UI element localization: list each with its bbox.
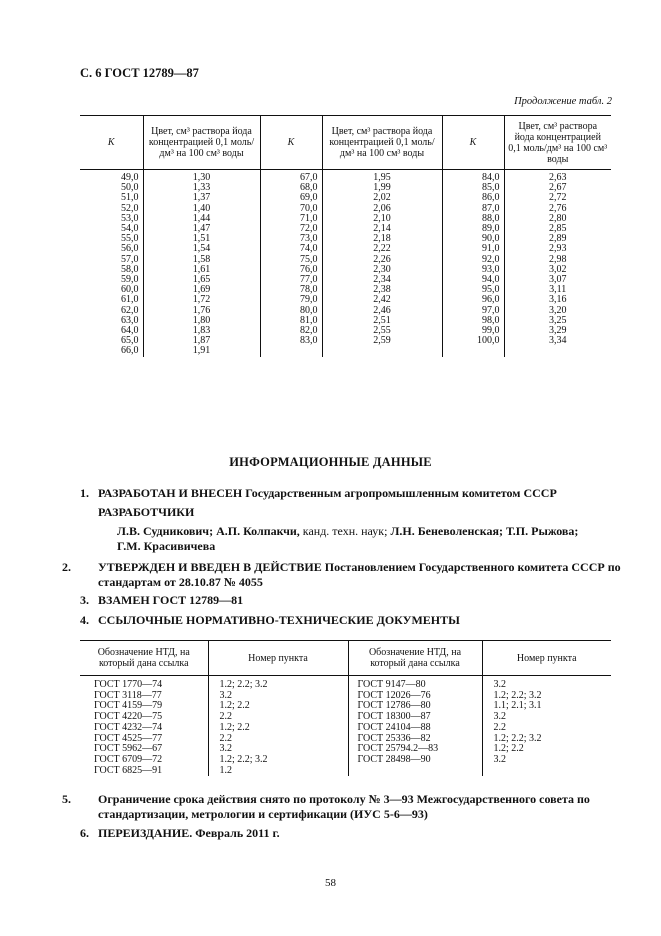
color-value-cell: 1,72 [143, 295, 260, 305]
k-value-cell: 75,0 [260, 255, 322, 265]
color-value-cell: 1,80 [143, 316, 260, 326]
color-value-cell: 2,72 [504, 193, 611, 203]
color-value-cell: 2,93 [504, 244, 611, 254]
color-value-cell: 2,22 [322, 244, 442, 254]
color-value-cell: 2,42 [322, 295, 442, 305]
table-row [80, 255, 611, 265]
document-cell: ГОСТ 4525—77 [94, 732, 163, 744]
info-item-4 [80, 613, 615, 628]
table-row [80, 306, 611, 316]
table-row [80, 183, 611, 193]
document-cell: ГОСТ 4220—75 [94, 711, 163, 723]
k-value-cell: 64,0 [121, 325, 139, 337]
clause-cell: 1.2; 2.2; 3.2 [208, 676, 348, 691]
ref-column-header: Номер пункта [208, 641, 348, 676]
table-row [80, 346, 611, 356]
k-value-cell: 95,0 [442, 285, 504, 295]
document-cell: ГОСТ 1770—74 [94, 679, 163, 690]
color-value-cell: 2,98 [504, 255, 611, 265]
color-value-cell: 2,51 [322, 316, 442, 326]
clause-cell: 1.2; 2.2 [482, 744, 611, 755]
color-value-cell: 2,59 [322, 336, 442, 346]
color-value-cell: 3,29 [504, 326, 611, 336]
color-value-cell: 2,34 [322, 275, 442, 285]
k-value-cell: 54,0 [121, 223, 139, 235]
item-number: 1. [80, 486, 89, 500]
k-value-cell: 81,0 [260, 316, 322, 326]
color-value-cell: 2,63 [504, 170, 611, 184]
document-cell: ГОСТ 25794.2—83 [348, 744, 482, 755]
document-cell: ГОСТ 5962—67 [94, 743, 163, 755]
k-value-cell: 63,0 [121, 314, 139, 326]
clause-cell [482, 766, 611, 777]
item-number: 5. [62, 792, 71, 806]
column-header: К [260, 116, 322, 170]
k-value-cell: 76,0 [260, 265, 322, 275]
color-value-cell: 3,02 [504, 265, 611, 275]
k-value-cell: 94,0 [442, 275, 504, 285]
table-row [80, 193, 611, 203]
item-number: 2. [62, 560, 71, 574]
k-value-cell: 86,0 [442, 193, 504, 203]
k-value-cell: 85,0 [442, 183, 504, 193]
table-row [80, 285, 611, 295]
k-value-cell: 72,0 [260, 224, 322, 234]
color-value-cell: 1,65 [143, 275, 260, 285]
color-value-cell: 3,07 [504, 275, 611, 285]
info-item-5 [62, 792, 633, 822]
color-value-cell: 1,54 [143, 244, 260, 254]
k-value-cell [442, 346, 504, 356]
document-cell: ГОСТ 12026—76 [348, 691, 482, 702]
column-header: К [442, 116, 504, 170]
clause-cell: 1.2; 2.2 [208, 701, 348, 712]
table-row [80, 214, 611, 224]
color-value-cell: 1,40 [143, 204, 260, 214]
info-item-2 [62, 560, 633, 590]
k-value-cell: 87,0 [442, 204, 504, 214]
k-value-cell: 79,0 [260, 295, 322, 305]
k-value-cell: 96,0 [442, 295, 504, 305]
k-value-cell: 89,0 [442, 224, 504, 234]
color-value-cell: 2,14 [322, 224, 442, 234]
item-text: Ограничение срока действия снято по протоколу № 3—93 Межгосударственного совета по стандартизации, метрологии и сертификации (ИУС 5-6—93) [98, 792, 590, 821]
document-cell: ГОСТ 3118—77 [94, 689, 162, 701]
document-cell: ГОСТ 24104—88 [348, 723, 482, 734]
ref-table-row [80, 676, 611, 691]
clause-cell: 1.2; 2.2 [208, 723, 348, 734]
column-header: Цвет, см³ раствора йода концентрацией 0,1 моль/дм³ на 100 см³ воды [322, 116, 442, 170]
color-value-cell: 1,33 [143, 183, 260, 193]
k-value-cell: 55,0 [121, 233, 139, 245]
k-value-cell: 62,0 [121, 304, 139, 316]
color-value-cell: 1,58 [143, 255, 260, 265]
clause-cell: 3.2 [208, 744, 348, 755]
ref-column-header: Обозначение НТД, на который дана ссылка [348, 641, 482, 676]
table-row [80, 326, 611, 336]
document-cell: ГОСТ 28498—90 [348, 755, 482, 766]
color-value-cell: 1,83 [143, 326, 260, 336]
developers-label: РАЗРАБОТЧИКИ [98, 505, 195, 519]
k-value-cell: 60,0 [121, 284, 139, 296]
k-value-cell: 92,0 [442, 255, 504, 265]
clause-cell: 1.1; 2.1; 3.1 [482, 701, 611, 712]
color-value-cell: 2,26 [322, 255, 442, 265]
color-value-cell: 2,46 [322, 306, 442, 316]
k-value-cell: 68,0 [260, 183, 322, 193]
developer-name: Т.П. Рыжова; [505, 524, 579, 538]
clause-cell: 1.2; 2.2; 3.2 [208, 755, 348, 766]
document-cell [348, 766, 482, 777]
color-value-cell: 1,37 [143, 193, 260, 203]
table-continuation-label: Продолжение табл. 2 [514, 96, 612, 107]
developer-name: Л.Н. Беневоленская; [390, 524, 503, 538]
item-text: ССЫЛОЧНЫЕ НОРМАТИВНО-ТЕХНИЧЕСКИЕ ДОКУМЕНТЫ [98, 613, 460, 627]
column-header: Цвет, см³ раствора йода концентрацией 0,1 моль/дм³ на 100 см³ воды [143, 116, 260, 170]
k-value-cell: 51,0 [121, 192, 139, 204]
color-value-cell: 2,38 [322, 285, 442, 295]
k-value-cell: 80,0 [260, 306, 322, 316]
clause-cell: 2.2 [208, 734, 348, 745]
info-item-1 [80, 486, 615, 501]
item-text: РАЗРАБОТАН И ВНЕСЕН Государственным агропромышленным комитетом СССР [98, 486, 557, 500]
table-header-row [80, 116, 611, 170]
document-cell: ГОСТ 9147—80 [348, 676, 482, 691]
table-row [80, 275, 611, 285]
document-cell: ГОСТ 6709—72 [94, 753, 163, 765]
document-cell: ГОСТ 18300—87 [348, 712, 482, 723]
ref-table-header-row [80, 641, 611, 676]
developer-title: канд. техн. наук; [302, 524, 388, 538]
color-value-cell: 1,69 [143, 285, 260, 295]
clause-cell: 1.2 [208, 766, 348, 777]
color-value-cell: 1,61 [143, 265, 260, 275]
k-value-cell: 56,0 [121, 243, 139, 255]
color-value-cell: 1,30 [143, 170, 260, 184]
color-value-cell: 3,16 [504, 295, 611, 305]
color-value-cell: 2,10 [322, 214, 442, 224]
k-value-cell: 78,0 [260, 285, 322, 295]
k-value-cell: 99,0 [442, 326, 504, 336]
developers-list [117, 524, 617, 554]
color-value-cell: 1,87 [143, 336, 260, 346]
developer-name: Г.М. Красивичева [117, 539, 216, 553]
k-value-cell: 59,0 [121, 274, 139, 286]
color-value-cell [504, 346, 611, 356]
color-value-cell: 1,76 [143, 306, 260, 316]
color-value-cell: 1,47 [143, 224, 260, 234]
color-value-cell: 2,67 [504, 183, 611, 193]
k-value-cell: 83,0 [260, 336, 322, 346]
info-section-title: ИНФОРМАЦИОННЫЕ ДАННЫЕ [229, 455, 432, 469]
color-value-cell: 2,89 [504, 234, 611, 244]
k-value-cell: 77,0 [260, 275, 322, 285]
clause-cell: 2.2 [208, 712, 348, 723]
clause-cell: 3.2 [482, 712, 611, 723]
item-text: ПЕРЕИЗДАНИЕ. Февраль 2011 г. [98, 826, 280, 840]
clause-cell: 3.2 [482, 676, 611, 691]
k-value-cell: 53,0 [121, 212, 139, 224]
color-value-cell: 2,30 [322, 265, 442, 275]
color-value-cell: 2,02 [322, 193, 442, 203]
table-row [80, 234, 611, 244]
color-value-cell: 3,34 [504, 336, 611, 346]
developer-name: Л.В. Судникович; [117, 524, 214, 538]
table-row [80, 295, 611, 305]
color-value-cell: 1,44 [143, 214, 260, 224]
iodine-table [80, 115, 611, 357]
k-value-cell: 67,0 [260, 170, 322, 184]
document-cell: ГОСТ 25336—82 [348, 734, 482, 745]
k-value-cell: 98,0 [442, 316, 504, 326]
document-cell: ГОСТ 12786—80 [348, 701, 482, 712]
column-header: Цвет, см³ раствора йода концентрацией 0,1 моль/дм³ на 100 см³ воды [504, 116, 611, 170]
developer-name: А.П. Колпакчи, [216, 524, 300, 538]
color-value-cell: 3,20 [504, 306, 611, 316]
k-value-cell: 70,0 [260, 204, 322, 214]
k-value-cell: 69,0 [260, 193, 322, 203]
color-value-cell: 3,25 [504, 316, 611, 326]
k-value-cell: 82,0 [260, 326, 322, 336]
item-text: ВЗАМЕН ГОСТ 12789—81 [98, 593, 244, 607]
k-value-cell: 93,0 [442, 265, 504, 275]
color-value-cell: 1,91 [143, 346, 260, 356]
k-value-cell: 88,0 [442, 214, 504, 224]
color-value-cell: 2,55 [322, 326, 442, 336]
k-value-cell: 49,0 [121, 172, 139, 183]
clause-cell: 3.2 [208, 691, 348, 702]
document-cell: ГОСТ 6825—91 [94, 764, 163, 776]
k-value-cell: 65,0 [121, 335, 139, 347]
column-header: К [80, 116, 143, 170]
k-value-cell: 57,0 [121, 253, 139, 265]
document-cell: ГОСТ 4159—79 [94, 700, 163, 712]
color-value-cell [322, 346, 442, 356]
k-value-cell: 71,0 [260, 214, 322, 224]
item-text: УТВЕРЖДЕН И ВВЕДЕН В ДЕЙСТВИЕ Постановлением Государственного комитета СССР по стандартам от 28.10.87 № 4055 [98, 560, 621, 589]
k-value-cell: 66,0 [121, 345, 139, 357]
document-cell: ГОСТ 4232—74 [94, 721, 163, 733]
color-value-cell: 3,11 [504, 285, 611, 295]
color-value-cell: 2,06 [322, 204, 442, 214]
color-value-cell: 2,80 [504, 214, 611, 224]
info-item-3 [80, 593, 615, 608]
page-number: 58 [325, 877, 336, 889]
color-value-cell: 1,99 [322, 183, 442, 193]
k-value-cell [260, 346, 322, 356]
clause-cell: 1.2; 2.2; 3.2 [482, 691, 611, 702]
k-value-cell: 97,0 [442, 306, 504, 316]
item-number: 3. [80, 593, 89, 607]
ref-column-header: Номер пункта [482, 641, 611, 676]
k-value-cell: 58,0 [121, 263, 139, 275]
clause-cell: 2.2 [482, 723, 611, 734]
clause-cell: 1.2; 2.2; 3.2 [482, 734, 611, 745]
k-value-cell: 52,0 [121, 202, 139, 214]
table-row [80, 170, 611, 184]
k-value-cell: 90,0 [442, 234, 504, 244]
page-header: С. 6 ГОСТ 12789—87 [80, 66, 199, 80]
clause-cell: 3.2 [482, 755, 611, 766]
table-row [80, 224, 611, 234]
table-row [80, 204, 611, 214]
table-row [80, 336, 611, 346]
table-row [80, 316, 611, 326]
k-value-cell: 84,0 [442, 170, 504, 184]
color-value-cell: 2,85 [504, 224, 611, 234]
k-value-cell: 74,0 [260, 244, 322, 254]
k-value-cell: 61,0 [121, 294, 139, 306]
k-value-cell: 100,0 [442, 336, 504, 346]
ref-table-row [80, 723, 611, 734]
color-value-cell: 2,76 [504, 204, 611, 214]
k-value-cell: 50,0 [121, 182, 139, 194]
color-value-cell: 1,51 [143, 234, 260, 244]
reference-table [80, 640, 611, 776]
ref-table-row [80, 766, 611, 777]
ref-column-header: Обозначение НТД, на который дана ссылка [80, 641, 208, 676]
info-item-6 [80, 826, 615, 841]
color-value-cell: 2,18 [322, 234, 442, 244]
k-value-cell: 91,0 [442, 244, 504, 254]
item-number: 4. [80, 613, 89, 627]
k-value-cell: 73,0 [260, 234, 322, 244]
table-row [80, 265, 611, 275]
color-value-cell: 1,95 [322, 170, 442, 184]
item-number: 6. [80, 826, 89, 840]
table-row [80, 244, 611, 254]
